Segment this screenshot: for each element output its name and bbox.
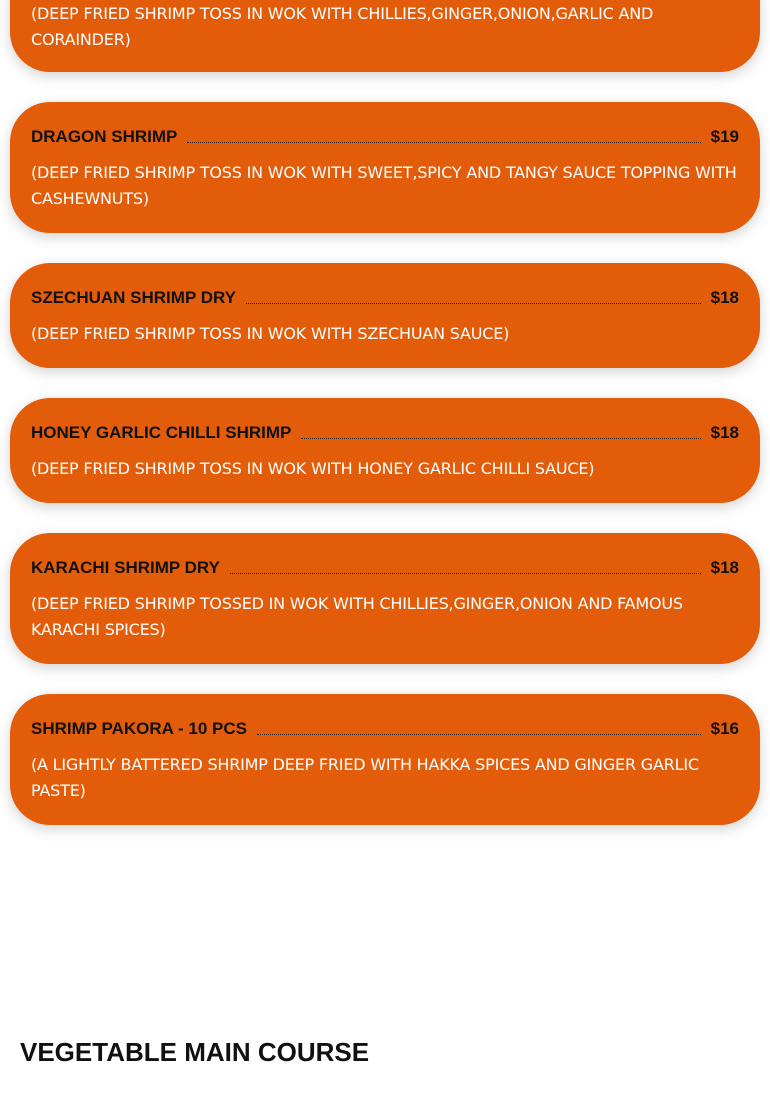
menu-item-description: (DEEP FRIED SHRIMP TOSSED IN WOK WITH CHILLIES,GINGER,ONION AND FAMOUS KARACHI SPICES) <box>31 594 683 639</box>
menu-item-price: $18 <box>710 558 739 577</box>
section-title: VEGETABLE MAIN COURSE <box>20 1037 370 1067</box>
menu-item-header <box>31 125 739 147</box>
menu-item-price: $19 <box>710 127 739 146</box>
dotted-leader <box>230 572 701 574</box>
menu-item-description: (DEEP FRIED SHRIMP TOSS IN WOK WITH SZECHUAN SAUCE) <box>31 324 510 343</box>
menu-item-card <box>10 694 760 825</box>
menu-item-card <box>10 102 760 233</box>
menu-item-name: KARACHI SHRIMP DRY <box>31 558 220 577</box>
menu-item-description: (DEEP FRIED SHRIMP TOSS IN WOK WITH CHILLIES,GINGER,ONION,GARLIC AND CORAINDER) <box>31 4 654 49</box>
menu-item-description: (A LIGHTLY BATTERED SHRIMP DEEP FRIED WITH HAKKA SPICES AND GINGER GARLIC PASTE) <box>31 755 699 800</box>
dotted-leader <box>187 141 700 143</box>
dotted-leader <box>257 733 701 735</box>
menu-item-header <box>31 717 739 739</box>
menu-item-card <box>10 263 760 368</box>
menu-item-header <box>31 421 739 443</box>
dotted-leader <box>246 302 701 304</box>
menu-item-price: $18 <box>710 423 739 442</box>
dotted-leader <box>301 437 700 439</box>
menu-item-name: SZECHUAN SHRIMP DRY <box>31 288 236 307</box>
menu-item-name: SHRIMP PAKORA - 10 PCS <box>31 719 248 738</box>
menu-item-price: $16 <box>710 719 739 738</box>
menu-item-card <box>10 0 760 72</box>
menu-item-header <box>31 286 739 308</box>
menu-item-price: $18 <box>710 288 739 307</box>
menu-item-header <box>31 556 739 578</box>
menu-item-name: HONEY GARLIC CHILLI SHRIMP <box>31 423 292 442</box>
menu-item-description: (DEEP FRIED SHRIMP TOSS IN WOK WITH SWEET,SPICY AND TANGY SAUCE TOPPING WITH CASHEWNUTS) <box>31 163 737 208</box>
menu-item-name: DRAGON SHRIMP <box>31 127 178 146</box>
menu-item-description: (DEEP FRIED SHRIMP TOSS IN WOK WITH HONEY GARLIC CHILLI SAUCE) <box>31 459 595 478</box>
menu-item-card <box>10 398 760 503</box>
menu-item-card <box>10 533 760 664</box>
